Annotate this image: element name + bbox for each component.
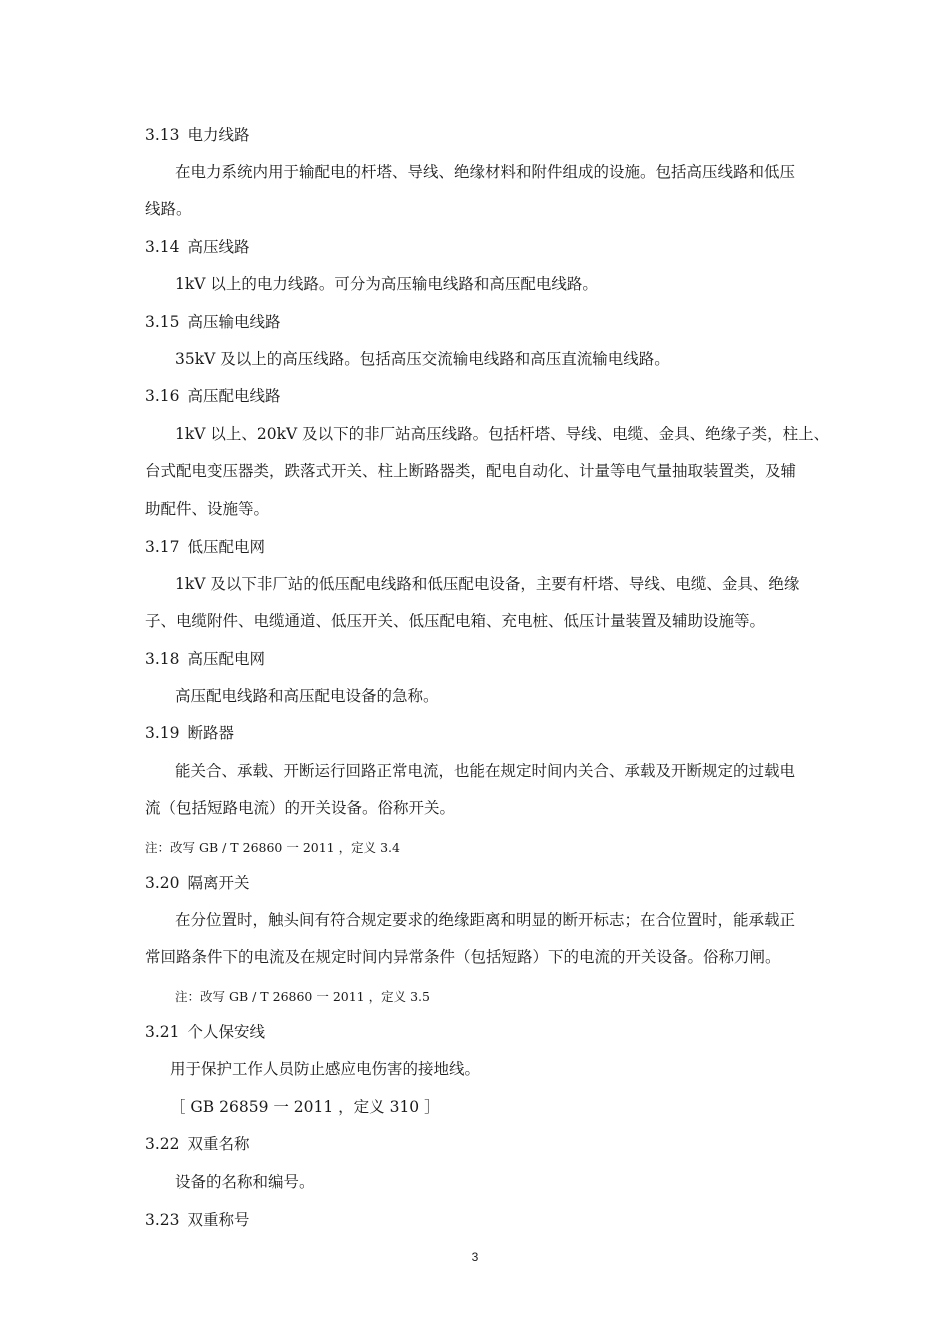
section-title: 双重名称 bbox=[187, 1135, 250, 1153]
page-number: 3 bbox=[471, 1250, 479, 1264]
paragraph-line: 35kV 及以上的高压线路。包括高压交流输电线路和高压直流输电线路。 bbox=[175, 350, 670, 368]
section-title: 隔离开关 bbox=[187, 874, 250, 892]
section-heading bbox=[145, 649, 265, 669]
paragraph-line: 1kV 以上的电力线路。可分为高压输电线路和高压配电线路。 bbox=[175, 275, 598, 293]
reference: ［ GB 26859 一 2011 ，定义 310 ］ bbox=[170, 1098, 440, 1116]
paragraph-line: 设备的名称和编号。 bbox=[175, 1173, 315, 1191]
section-number: 3.16 bbox=[145, 387, 180, 405]
paragraph-line: 线路。 bbox=[145, 200, 192, 218]
section-number: 3.18 bbox=[145, 650, 180, 668]
section-title: 低压配电网 bbox=[187, 538, 266, 556]
section-heading bbox=[145, 723, 234, 743]
section-number: 3.21 bbox=[145, 1023, 180, 1041]
section-number: 3.15 bbox=[145, 313, 180, 331]
section-title: 电力线路 bbox=[187, 126, 250, 144]
paragraph-line: 能关合、承载、开断运行回路正常电流，也能在规定时间内关合、承载及开断规定的过载电 bbox=[175, 762, 796, 780]
section-heading bbox=[145, 1134, 250, 1154]
section-heading bbox=[145, 237, 250, 257]
section-number: 3.14 bbox=[145, 238, 180, 256]
paragraph-line: 台式配电变压器类，跌落式开关、柱上断路器类，配电自动化、计量等电气量抽取装置类，及辅 bbox=[145, 462, 797, 480]
section-heading bbox=[145, 125, 250, 145]
section-heading bbox=[145, 873, 250, 893]
section-heading bbox=[145, 312, 281, 332]
section-title: 断路器 bbox=[187, 724, 235, 742]
section-number: 3.22 bbox=[145, 1135, 180, 1153]
paragraph-line: 流（包括短路电流）的开关设备。俗称开关。 bbox=[145, 799, 456, 817]
paragraph-line: 1kV 以上、20kV 及以下的非厂站高压线路。包括杆塔、导线、电缆、金具、绝缘子类，柱上、 bbox=[175, 425, 830, 443]
paragraph-line: 常回路条件下的电流及在规定时间内异常条件（包括短路）下的电流的开关设备。俗称刀闸。 bbox=[145, 948, 781, 966]
section-title: 双重称号 bbox=[187, 1211, 250, 1229]
section-title: 高压配电网 bbox=[187, 650, 266, 668]
section-title: 高压配电线路 bbox=[187, 387, 281, 405]
paragraph-line: 1kV 及以下非厂站的低压配电线路和低压配电设备，主要有杆塔、导线、电缆、金具、绝缘 bbox=[175, 575, 800, 593]
section-title: 高压线路 bbox=[187, 238, 250, 256]
paragraph-line: 高压配电线路和高压配电设备的急称。 bbox=[175, 687, 439, 705]
section-title: 个人保安线 bbox=[187, 1023, 266, 1041]
section-number: 3.19 bbox=[145, 724, 180, 742]
section-number: 3.20 bbox=[145, 874, 180, 892]
section-number: 3.23 bbox=[145, 1211, 180, 1229]
section-number: 3.17 bbox=[145, 538, 180, 556]
note: 注：改写 GB / T 26860 一 2011 ，定义 3.4 bbox=[145, 840, 400, 855]
note: 注：改写 GB / T 26860 一 2011 ，定义 3.5 bbox=[175, 989, 430, 1004]
section-title: 高压输电线路 bbox=[187, 313, 281, 331]
section-number: 3.13 bbox=[145, 126, 180, 144]
paragraph-line: 助配件、设施等。 bbox=[145, 500, 270, 518]
paragraph-line: 子、电缆附件、电缆通道、低压开关、低压配电箱、充电桩、低压计量装置及辅助设施等。 bbox=[145, 612, 766, 630]
paragraph-line: 用于保护工作人员防止感应电伤害的接地线。 bbox=[170, 1060, 481, 1078]
section-heading bbox=[145, 1210, 250, 1230]
section-heading bbox=[145, 386, 281, 406]
section-heading bbox=[145, 537, 265, 557]
section-heading bbox=[145, 1022, 265, 1042]
paragraph-line: 在电力系统内用于输配电的杆塔、导线、绝缘材料和附件组成的设施。包括高压线路和低压 bbox=[175, 163, 796, 181]
paragraph-line: 在分位置时，触头间有符合规定要求的绝缘距离和明显的断开标志；在合位置时，能承载正 bbox=[175, 911, 796, 929]
